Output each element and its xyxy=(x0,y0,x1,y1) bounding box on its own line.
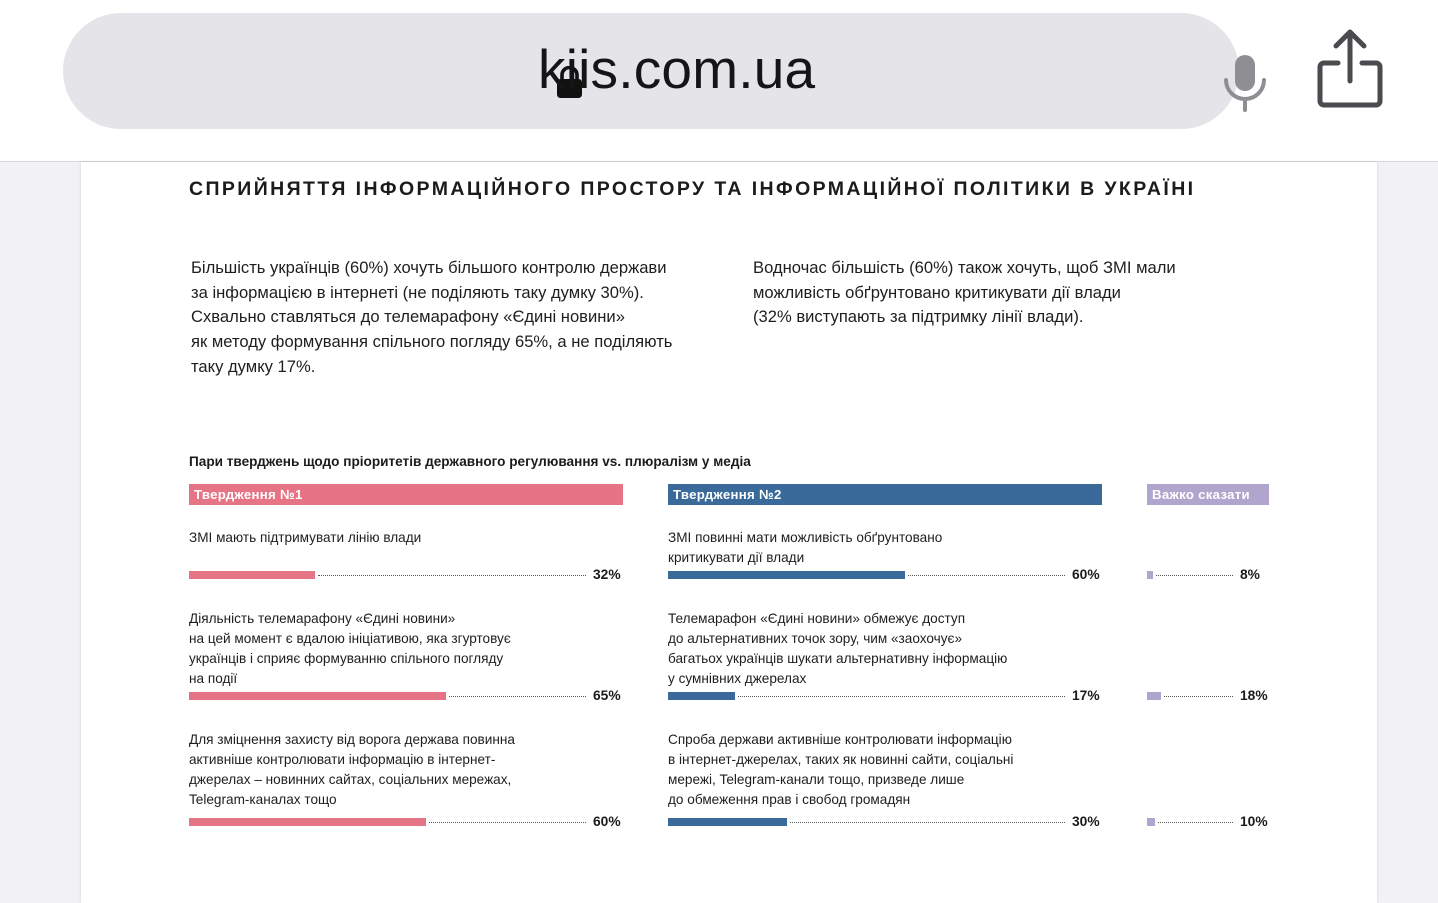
statement-line: ЗМІ повинні мати можливість обґрунтовано xyxy=(668,530,943,545)
statement-line: активніше контролювати інформацію в інтернет- xyxy=(189,752,496,767)
bar-leader-dots xyxy=(449,696,586,697)
statement-statement2 xyxy=(668,730,1013,810)
bar-fill xyxy=(668,818,787,826)
statement-line: Telegram-каналах тощо xyxy=(189,792,337,807)
statement-line: джерелах – новинних сайтах, соціальних мережах, xyxy=(189,772,512,787)
bar-row xyxy=(189,812,633,832)
bar-value-label: 60% xyxy=(1072,567,1100,582)
statement-line: ЗМІ мають підтримувати лінію влади xyxy=(189,530,422,545)
statement-line: у сумнівних джерелах xyxy=(668,671,807,686)
bar-row xyxy=(1147,686,1280,706)
bar-row xyxy=(1147,812,1280,832)
col-header-hard-to-say: Важко сказати xyxy=(1147,484,1269,505)
col-header-statement-1: Твердження №1 xyxy=(189,484,623,505)
col-header-statement-2: Твердження №2 xyxy=(668,484,1102,505)
bar-row xyxy=(1147,565,1280,585)
bar-row xyxy=(668,812,1112,832)
bar-leader-dots xyxy=(790,822,1065,823)
url-text[interactable]: kiis.com.ua xyxy=(538,38,816,100)
intro-right-line: (32% виступають за підтримку лінії влади). xyxy=(753,307,1084,327)
statement-line: Телемарафон «Єдині новини» обмежує доступ xyxy=(668,611,966,626)
intro-right-paragraph xyxy=(753,256,1273,330)
bar-leader-dots xyxy=(1158,822,1233,823)
bar-row xyxy=(189,565,633,585)
statement-statement2 xyxy=(668,528,942,568)
statement-statement1 xyxy=(189,730,515,810)
statement-statement2 xyxy=(668,609,1007,689)
bar-row xyxy=(189,686,633,706)
bar-fill xyxy=(668,692,735,700)
bar-row xyxy=(668,565,1112,585)
document-page xyxy=(81,162,1377,903)
intro-left-line: за інформацією в інтернеті (не поділяють таку думку 30%). xyxy=(191,282,644,302)
bar-leader-dots xyxy=(738,696,1065,697)
microphone-icon[interactable] xyxy=(1222,53,1268,113)
bar-fill xyxy=(189,818,426,826)
bar-fill xyxy=(189,571,315,579)
bar-fill xyxy=(1147,571,1153,579)
bar-leader-dots xyxy=(1164,696,1233,697)
bar-fill xyxy=(1147,692,1161,700)
bar-fill xyxy=(668,571,905,579)
bar-value-label: 18% xyxy=(1240,688,1268,703)
statement-line: до альтернативних точок зору, чим «заохочує» xyxy=(668,631,963,646)
page-title: СПРИЙНЯТТЯ ІНФОРМАЦІЙНОГО ПРОСТОРУ ТА ІНФОРМАЦІЙНОЇ ПОЛІТИКИ В УКРАЇНІ xyxy=(189,178,1196,200)
intro-left-line: таку думку 17%. xyxy=(191,356,316,376)
bar-leader-dots xyxy=(318,575,586,576)
statement-line: до обмеження прав і свобод громадян xyxy=(668,792,911,807)
intro-left-line: Схвально ставляться до телемарафону «Єдині новини» xyxy=(191,307,625,327)
intro-left-line: Більшість українців (60%) хочуть більшого контролю держави xyxy=(191,258,667,277)
browser-toolbar xyxy=(0,0,1438,162)
intro-right-line: Водночас більшість (60%) також хочуть, щоб ЗМІ мали xyxy=(753,258,1176,277)
bar-fill xyxy=(189,692,446,700)
bar-value-label: 10% xyxy=(1240,814,1268,829)
statement-statement1 xyxy=(189,528,421,548)
statement-line: критикувати дії влади xyxy=(668,550,805,565)
intro-right-line: можливість обґрунтовано критикувати дії влади xyxy=(753,282,1121,302)
intro-left-paragraph xyxy=(191,256,731,380)
bar-leader-dots xyxy=(429,822,586,823)
statement-line: українців і сприяє формуванню спільного погляду xyxy=(189,651,504,666)
statement-line: Діяльність телемарафону «Єдині новини» xyxy=(189,611,456,626)
bar-value-label: 30% xyxy=(1072,814,1100,829)
bar-leader-dots xyxy=(908,575,1065,576)
bar-fill xyxy=(1147,818,1155,826)
statement-line: мережі, Telegram-канали тощо, призведе лише xyxy=(668,772,965,787)
statement-line: в інтернет-джерелах, таких як новинні сайти, соціальні xyxy=(668,752,1014,767)
bar-value-label: 32% xyxy=(593,567,621,582)
statement-statement1 xyxy=(189,609,511,689)
intro-left-line: як методу формування спільного погляду 65%, а не поділяють xyxy=(191,332,673,352)
statement-line: Спроба держави активніше контролювати інформацію xyxy=(668,732,1012,747)
bar-row xyxy=(668,686,1112,706)
chart-title: Пари тверджень щодо пріоритетів державного регулювання vs. плюралізм у медіа xyxy=(189,454,751,469)
bar-value-label: 60% xyxy=(593,814,621,829)
statement-line: на цей момент є вдалою ініціативою, яка згуртовує xyxy=(189,631,511,646)
statement-line: багатьох українців шукати альтернативну інформацію xyxy=(668,651,1008,666)
bar-value-label: 65% xyxy=(593,688,621,703)
statement-line: на події xyxy=(189,671,238,686)
bar-value-label: 17% xyxy=(1072,688,1100,703)
bar-value-label: 8% xyxy=(1240,567,1260,582)
bar-leader-dots xyxy=(1156,575,1233,576)
statement-line: Для зміцнення захисту від ворога держава повинна xyxy=(189,732,515,747)
share-icon[interactable] xyxy=(1316,25,1384,109)
